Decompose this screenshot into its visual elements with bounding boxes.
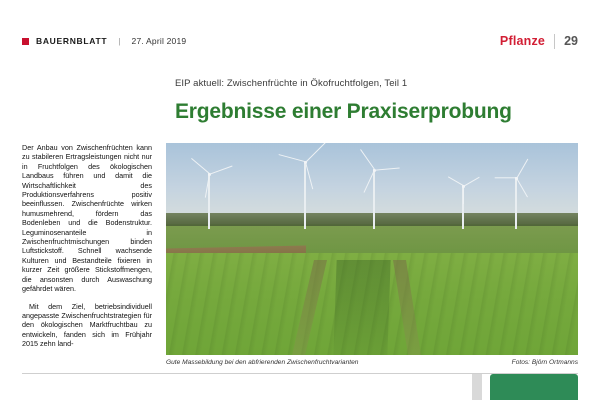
red-square-icon — [22, 38, 29, 45]
wind-turbine-icon — [506, 177, 526, 229]
photo-credit: Fotos: Björn Ortmanns — [511, 359, 578, 366]
photo-dark-strip — [333, 260, 390, 355]
wind-turbine-icon — [198, 173, 220, 229]
turbine-mast — [304, 161, 306, 229]
section-title: Pflanze — [499, 34, 546, 48]
footer-gray-tab — [472, 374, 482, 400]
turbine-blade — [495, 177, 517, 178]
header-divider — [554, 34, 555, 49]
article-photo — [166, 143, 578, 355]
page-number: 29 — [564, 34, 578, 48]
turbine-blade — [305, 162, 314, 189]
turbine-hub — [304, 161, 307, 164]
turbine-blade — [463, 186, 464, 204]
article-headline: Ergebnisse einer Praxiserprobung — [175, 100, 512, 123]
issue-date: 27. April 2019 — [131, 36, 187, 46]
page-header — [22, 30, 578, 52]
header-left-group — [22, 36, 186, 46]
article-paragraph: Der Anbau von Zwischenfrüchten kann zu stabileren Ertragsleistungen nicht nur in Fruchtfolgen des ökologischen Landbaus führen und damit die Wirtschaftlichkeit des Produktionsverfahrens positiv beeinflussen. Zwischenfrüchte wirken humusmehrend, fördern das Bodenleben und die Bodenstruktur. Leguminosenanteile in Zwischenfruchtmischungen binden Luftstickstoff. Schnell wachsende Kulturen und Bestandteile fixieren in kurzer Zeit größere Stickstoffmengen, die ansonsten durch Auswaschung gefährdet wären. — [22, 143, 152, 294]
turbine-hub — [373, 169, 376, 172]
article-kicker: EIP aktuell: Zwischenfrüchte in Ökofruchtfolgen, Teil 1 — [175, 78, 408, 89]
photo-caption-row — [166, 359, 578, 366]
photo-caption: Gute Massebildung bei den abfrierenden Zwischenfruchtvarianten — [166, 359, 359, 366]
turbine-hub — [515, 177, 518, 180]
turbine-mast — [515, 177, 517, 229]
article-body-column — [22, 143, 152, 349]
header-separator: | — [118, 36, 121, 46]
header-right-group — [500, 34, 578, 49]
wind-turbine-icon — [362, 169, 386, 229]
turbine-hub — [208, 173, 211, 176]
wind-turbine-icon — [292, 161, 318, 229]
turbine-mast — [373, 169, 375, 229]
article-paragraph: Mit dem Ziel, betriebsindividuell angepasste Zwischenfruchtstrategien für den ökologischen Marktfruchtbau zu entwickeln, fanden sich im Frühjahr 2015 zehn land- — [22, 301, 152, 349]
footer-green-tab — [490, 374, 578, 400]
turbine-hub — [462, 185, 465, 188]
wind-turbine-icon — [454, 185, 472, 229]
publication-name: BAUERNBLATT — [36, 36, 108, 46]
